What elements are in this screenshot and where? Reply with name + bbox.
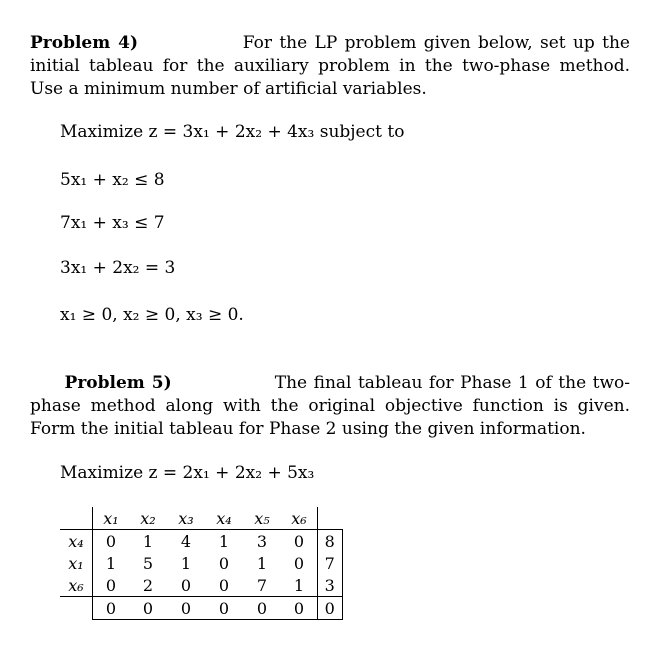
basis-x6: x₆ [68,575,84,595]
cell: 0 [93,574,130,597]
constraint-1: 5x₁ + x₂ ≤ 8 [60,170,165,190]
constraint-2: 7x₁ + x₃ ≤ 7 [60,213,165,233]
problem5-intro: The final tableau for Phase 1 of the two-phase method along with the original objective function is given. Form the initial tableau for Phase 2 using the given information. [30,373,631,439]
cell: 0 [205,597,243,620]
rhs-cell: 8 [318,530,343,553]
cell: 0 [218,553,230,573]
header-x2: x₂ [140,508,156,528]
header-x3: x₃ [178,508,194,528]
table-row [60,530,342,553]
rhs-cell: 0 [318,597,343,620]
cell: 0 [93,530,130,553]
cell: 0 [281,552,318,574]
header-x5: x₅ [254,508,270,528]
cell: 0 [281,597,318,620]
basis-x4: x₄ [60,530,93,553]
rhs-cell: 7 [318,552,343,574]
cell: 4 [167,530,205,553]
tableau-table [60,507,343,620]
cell: 0 [281,530,318,553]
cell: 1 [180,553,192,573]
table-row [60,574,342,597]
problem4-text [30,32,630,101]
problem4-objective: Maximize z = 3x₁ + 2x₂ + 4x₃ subject to [60,122,405,142]
header-x1: x₁ [93,507,130,530]
cell: 1 [281,574,318,597]
basis-empty [60,597,93,620]
header-x4: x₄ [216,508,232,528]
phase1-final-tableau [60,507,343,620]
cell: 5 [142,553,154,573]
basis-x1: x₁ [68,553,84,573]
problem4-title: Problem 4) [30,33,138,53]
cell: 1 [205,530,243,553]
constraint-3: 3x₁ + 2x₂ = 3 [60,258,176,278]
cell: 1 [256,553,268,573]
cell: 0 [218,575,230,595]
problem5-text [30,372,630,441]
cell: 0 [129,597,167,620]
problem5-objective: Maximize z = 2x₁ + 2x₂ + 5x₃ [60,463,315,483]
rhs-cell: 3 [318,574,343,597]
cell: 0 [93,597,130,620]
cell: 0 [180,575,192,595]
cell: 3 [243,530,281,553]
objective-row [60,597,342,620]
header-x6: x₆ [281,507,318,530]
problem5-title: Problem 5) [64,373,172,393]
cell: 7 [256,575,268,595]
cell: 0 [167,597,205,620]
problem4-intro: For the LP problem given below, set up the initial tableau for the auxiliary problem in the two-phase method. Use a minimum number of artificial variables. [30,33,630,99]
cell: 0 [243,597,281,620]
cell: 1 [93,552,130,574]
nonnegativity-constraints: x₁ ≥ 0, x₂ ≥ 0, x₃ ≥ 0. [60,305,244,325]
cell: 1 [129,530,167,553]
table-row [60,552,342,574]
cell: 2 [142,575,154,595]
tableau-header-row [60,507,342,530]
